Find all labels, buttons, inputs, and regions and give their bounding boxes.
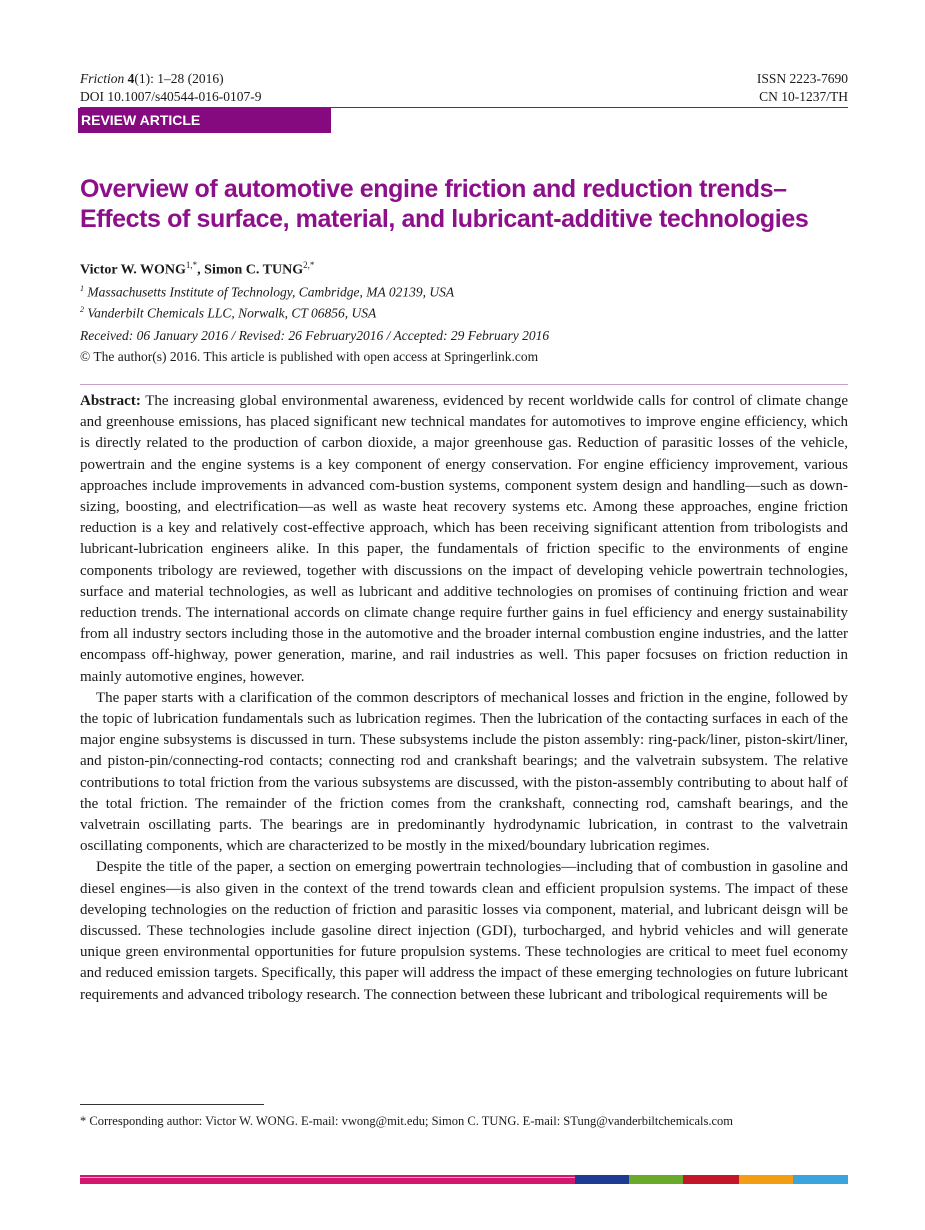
journal-issue-pages: (1): 1–28 (2016) <box>134 71 224 86</box>
affiliation-2-text: Vanderbilt Chemicals LLC, Norwalk, CT 06856, USA <box>87 305 377 321</box>
affiliation-1-number: 1 <box>80 284 84 293</box>
author-2-affil: 2,* <box>303 260 315 270</box>
issn: ISSN 2223-7690 <box>756 71 848 86</box>
author-1-affil: 1,* <box>185 260 198 270</box>
affiliation-1-text: Massachusetts Institute of Technology, Cambridge, MA 02139, USA <box>87 284 455 300</box>
article-title <box>80 174 860 234</box>
abstract-rule <box>80 384 848 385</box>
abstract-label: Abstract: <box>80 393 141 409</box>
title-line-1: Overview of automotive engine friction and reduction trends– <box>80 175 787 203</box>
title-line-2: Effects of surface, material, and lubricant-additive technologies <box>80 205 809 233</box>
article-type-label: REVIEW ARTICLE <box>78 108 331 133</box>
author-list <box>80 260 314 279</box>
journal-header-right <box>757 70 848 106</box>
doi[interactable]: DOI 10.1007/s40544-016-0107-9 <box>80 89 262 104</box>
bar-segment-green <box>629 1175 683 1184</box>
author-separator: , <box>197 262 205 278</box>
article-dates: Received: 06 January 2016 / Revised: 26 February2016 / Accepted: 29 February 2016 <box>80 328 550 343</box>
journal-volume: 4 <box>127 71 135 86</box>
cn-number: CN 10-1237/TH <box>759 89 848 104</box>
affiliation-1 <box>80 284 454 301</box>
author-2: Simon C. TUNG <box>204 262 304 278</box>
footnote-rule <box>80 1104 264 1105</box>
copyright-notice: © The author(s) 2016. This article is published with open access at Springerlink.com <box>80 349 539 364</box>
abstract-paragraph-2: The paper starts with a clarification of the common descriptors of mechanical losses and friction in the engine, followed by the topic of lubrication fundamentals such as lubrication regimes. Then the lubrication of the contacting surfaces in each of the major engine subsystems is discussed in turn. These subsystems include the piston assembly: ring-pack/liner, piston-skirt/liner, and piston-pin/connecting-rod contacts; connecting rod and crankshaft bearings; and the valvetrain subsystem. The relative contributions to total friction from the various subsystems are discussed, with the piston-assembly contributing to about half of the total friction. The remainder of the friction comes from the crankshaft, connecting rod, camshaft bearings, and the valvetrain oscillating parts. The bearings are in predominantly hydrodynamic lubrication, in contrast to the valvetrain oscillating components, which are characterized to be mostly in the mixed/boundary lubrication regimes. <box>80 689 848 855</box>
author-1: Victor W. WONG <box>80 262 186 278</box>
bar-segment-blue <box>793 1175 848 1184</box>
affiliation-2 <box>80 305 376 322</box>
corresponding-author-footnote: * Corresponding author: Victor W. WONG. E-mail: vwong@mit.edu; Simon C. TUNG. E-mail: STung@vanderbiltchemicals.com <box>80 1114 734 1128</box>
affiliation-2-number: 2 <box>80 305 84 314</box>
abstract-paragraph-1 <box>80 391 848 688</box>
bar-segment-navy <box>575 1175 629 1184</box>
abstract-paragraph-1-text: The increasing global environmental awareness, evidenced by recent worldwide calls for control of climate change and greenhouse emissions, has placed significant new technical mandates for automotives to improve engine efficiency, which is directly related to the production of carbon dioxide, a major greenhouse gas. Reduction of parasitic losses of the vehicle, powertrain and the engine systems is a key component of energy conservation. For engine efficiency improvement, various approaches include improvements in advanced com-bustion systems, component system design and handling—such as down-sizing, boosting, and electrification—as well as waste heat recovery systems etc. Among these approaches, engine friction reduction is a key and relatively cost-effective approach, which has been receiving significant attention from tribologists and lubricant-lubrication engineers alike. In this paper, the fundamentals of friction specific to the environments of engine components tribology are reviewed, together with discussions on the impact of developing vehicle powertrain technologies, surface and material technologies, as well as lubricant and additive technologies on promises of continuing friction and wear reduction trends. The international accords on climate change require further gains in fuel efficiency and energy sustainability from all industry sectors including those in the automotive and the broader internal combustion engine industries, and the latter encompass off-highway, power generation, marine, and rail industries as well. This paper focsuses on friction reduction in mainly automotive engines, however. <box>80 393 849 685</box>
journal-name: Friction <box>80 71 125 86</box>
abstract-paragraph-3: Despite the title of the paper, a section on emerging powertrain technologies—including that of combustion in gasoline and diesel engines—is also given in the context of the trend towards clean and efficient propulsion systems. The impact of these developing technologies on the reduction of friction and parasitic losses via component, material, and lubricant deisgn will be discussed. These technologies include gasoline direct injection (GDI), turbocharged, and hybrid vehicles and will generate unique green environmental opportunities for future propulsion systems. These technologies are critical to meet fuel economy and reduced emission targets. Specifically, this paper will address the impact of these emerging technologies on future lubricant requirements and advanced tribology research. The connection between these lubricant and tribological requirements will be <box>80 859 848 1003</box>
abstract <box>80 391 848 1006</box>
bottom-accent-line <box>80 1177 575 1178</box>
bar-segment-orange <box>739 1175 793 1184</box>
bar-segment-red <box>683 1175 739 1184</box>
journal-header-left <box>80 70 262 106</box>
